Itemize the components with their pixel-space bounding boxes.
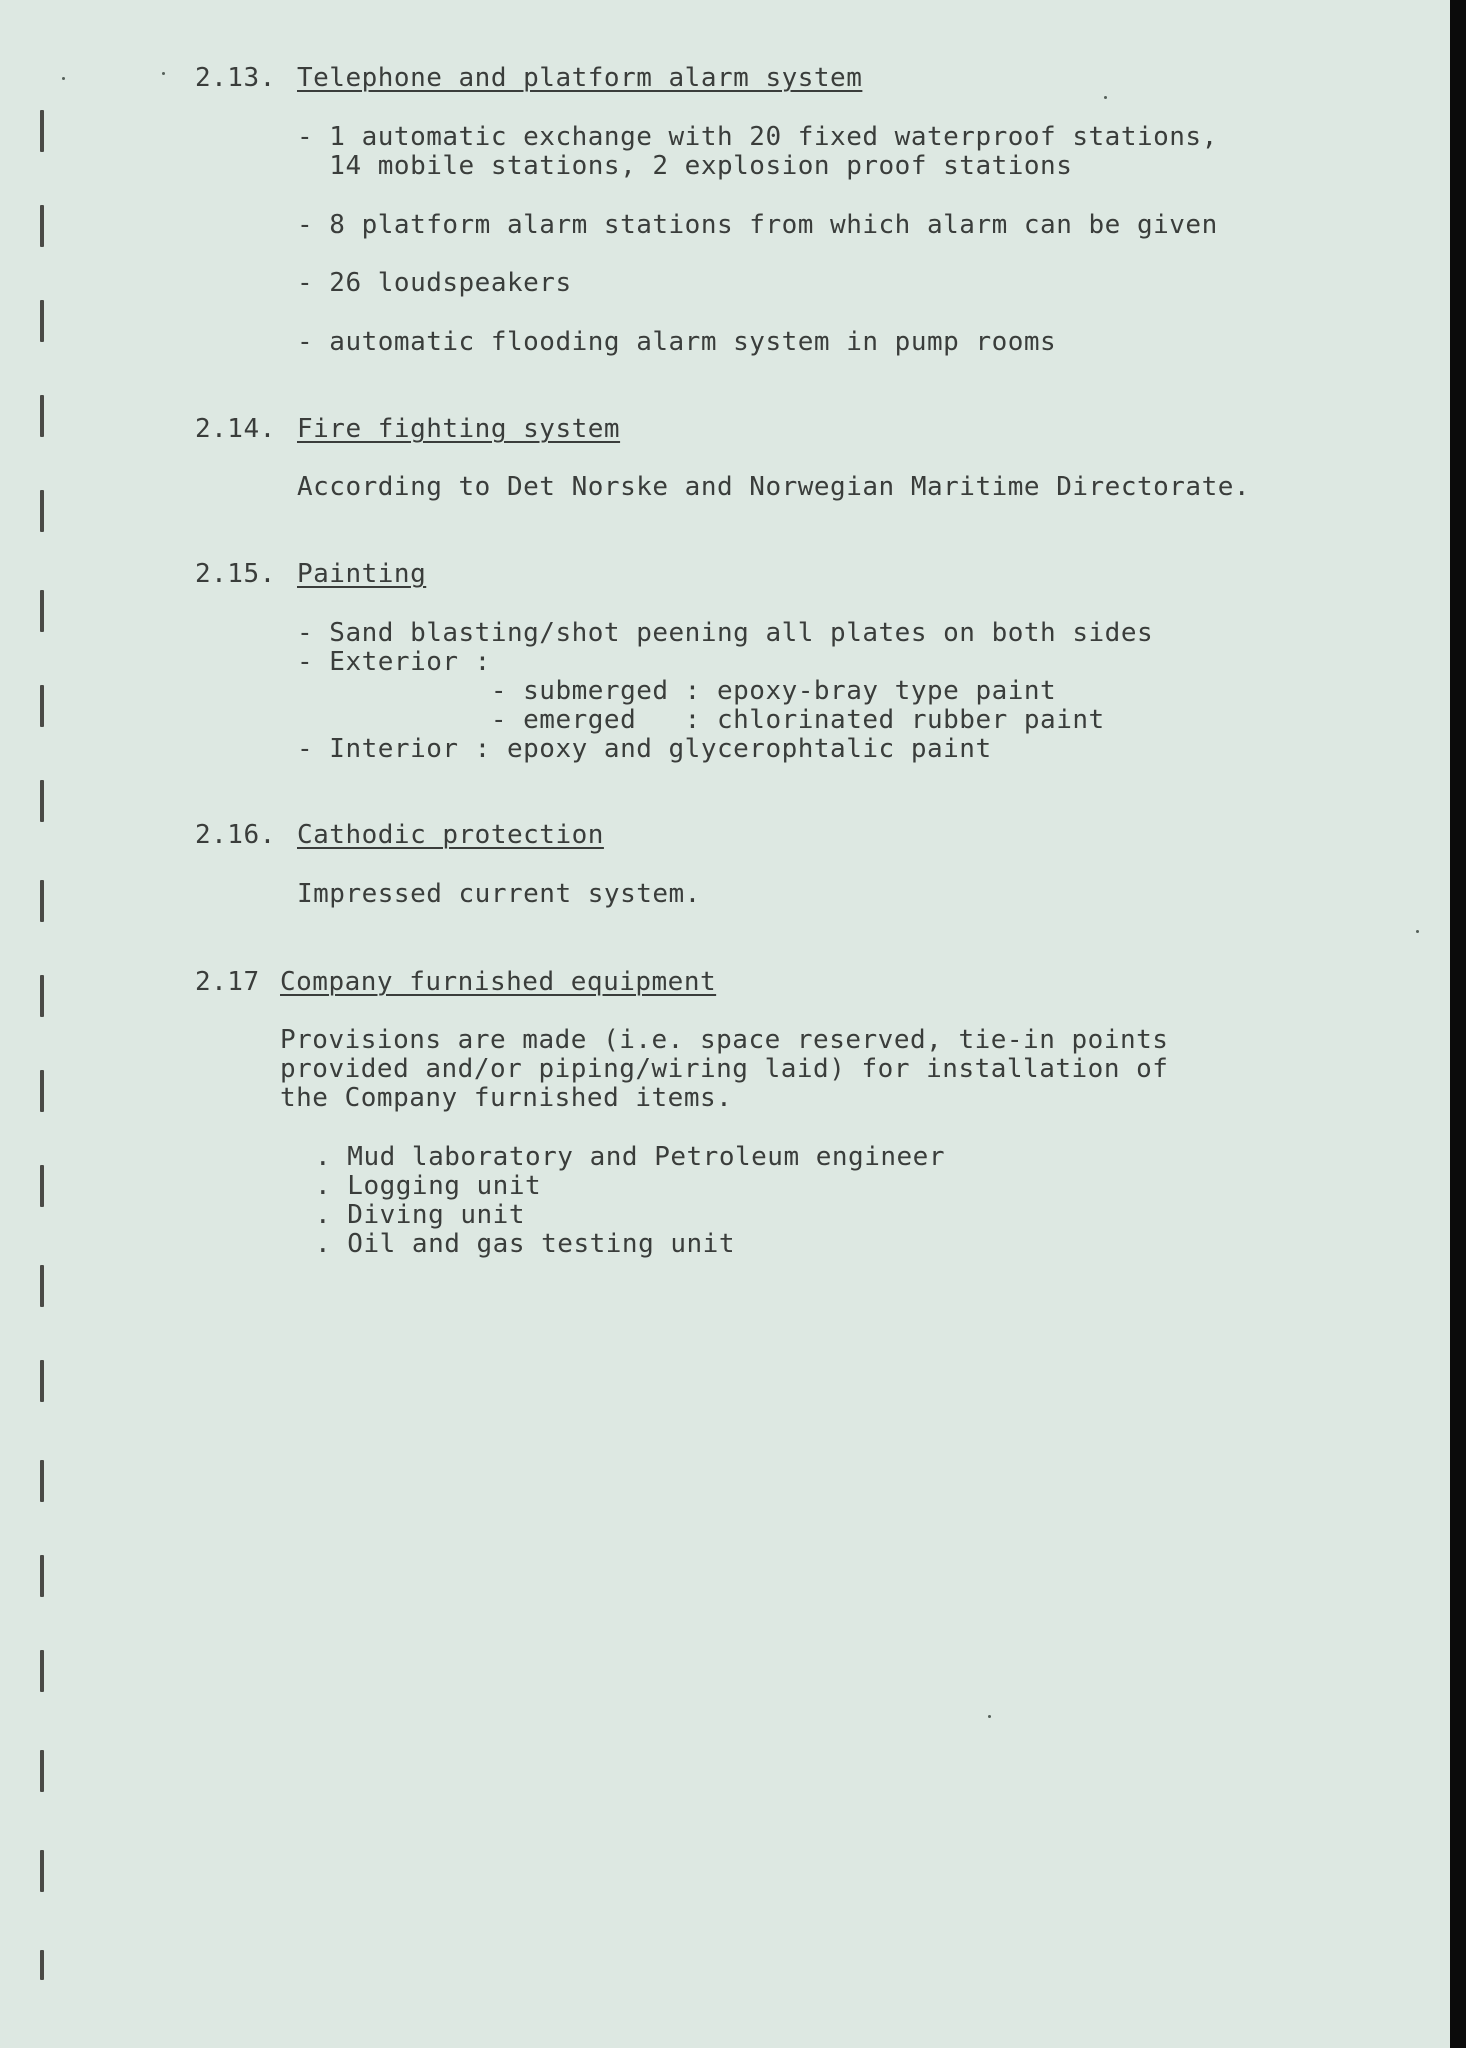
section-number-2-13: 2.13. — [195, 63, 276, 93]
section-title-fire-fighting: Fire fighting system — [297, 414, 621, 444]
section-body-text: According to Det Norske and Norwegian Maritime Directorate. — [297, 472, 1251, 502]
list-item: - Exterior : — [297, 647, 491, 677]
section-title-cathodic-protection: Cathodic protection — [297, 820, 604, 850]
paragraph-line: provided and/or piping/wiring laid) for installation of — [280, 1054, 1169, 1084]
list-item: . Logging unit — [315, 1171, 542, 1201]
list-item: - emerged : chlorinated rubber paint — [297, 705, 1105, 735]
paragraph-line: the Company furnished items. — [280, 1083, 733, 1113]
section-number-2-17: 2.17 — [195, 967, 260, 997]
list-item: - Sand blasting/shot peening all plates on both sides — [297, 618, 1154, 648]
list-item: - 1 automatic exchange with 20 fixed waterproof stations, — [297, 122, 1218, 152]
section-title-painting: Painting — [297, 559, 427, 589]
list-item: - 8 platform alarm stations from which alarm can be given — [297, 210, 1218, 240]
list-item: . Diving unit — [315, 1200, 525, 1230]
list-item: - Interior : epoxy and glycerophtalic paint — [297, 734, 992, 764]
section-number-2-16: 2.16. — [195, 820, 276, 850]
section-title-telephone-alarm: Telephone and platform alarm system — [297, 63, 863, 93]
section-title-company-equipment: Company furnished equipment — [280, 967, 717, 997]
list-item: 14 mobile stations, 2 explosion proof stations — [297, 151, 1073, 181]
paragraph-line: Provisions are made (i.e. space reserved, tie-in points — [280, 1025, 1169, 1055]
list-item: . Oil and gas testing unit — [315, 1229, 735, 1259]
list-item: - 26 loudspeakers — [297, 268, 572, 298]
list-item: - automatic flooding alarm system in pump rooms — [297, 327, 1057, 357]
list-item: - submerged : epoxy-bray type paint — [297, 676, 1057, 706]
section-number-2-14: 2.14. — [195, 414, 276, 444]
list-item: . Mud laboratory and Petroleum engineer — [315, 1142, 945, 1172]
section-body-text: Impressed current system. — [297, 879, 701, 909]
section-number-2-15: 2.15. — [195, 559, 276, 589]
scan-edge — [1450, 0, 1466, 2048]
